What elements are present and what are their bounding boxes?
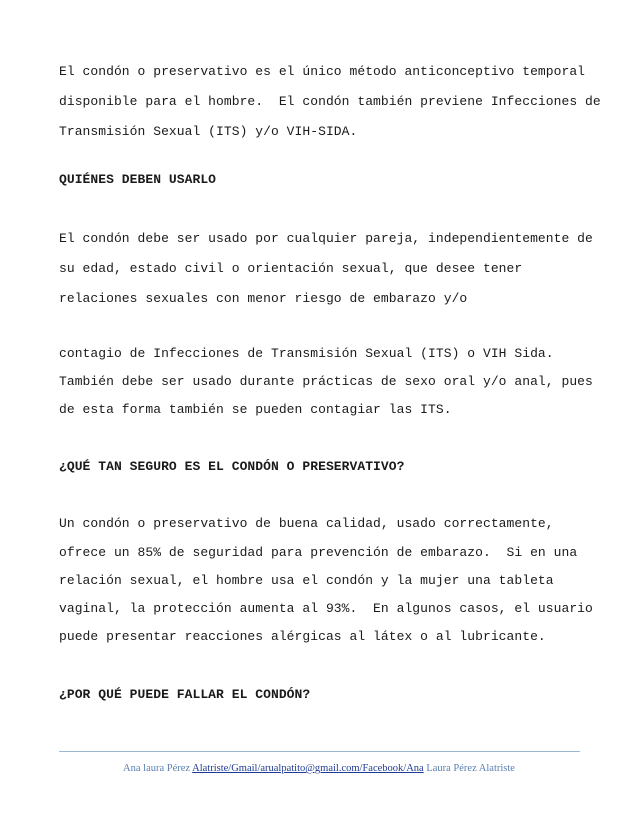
- page-footer: [0, 763, 638, 774]
- paragraph-2-line-2: su edad, estado civil o orientación sexual, que desee tener: [59, 261, 523, 276]
- paragraph-3-line-2: También debe ser usado durante prácticas de sexo oral y/o anal, pues: [59, 374, 593, 389]
- paragraph-2-line-3: relaciones sexuales con menor riesgo de embarazo y/o: [59, 291, 468, 306]
- paragraph-1-line-3: Transmisión Sexual (ITS) y/o VIH-SIDA.: [59, 124, 358, 139]
- paragraph-2-line-1: El condón debe ser usado por cualquier pareja, independientemente de: [59, 231, 593, 246]
- footer-contact-link[interactable]: Alatriste/Gmail/arualpatito@gmail.com/Facebook/Ana: [192, 763, 424, 774]
- footer-divider: [59, 751, 580, 752]
- heading-que-tan-seguro: ¿QUÉ TAN SEGURO ES EL CONDÓN O PRESERVATIVO?: [59, 459, 405, 474]
- paragraph-3-line-1: contagio de Infecciones de Transmisión Sexual (ITS) o VIH Sida.: [59, 346, 554, 361]
- heading-quienes-deben-usarlo: QUIÉNES DEBEN USARLO: [59, 172, 217, 187]
- footer-author-suffix: Laura Pérez Alatriste: [423, 763, 515, 774]
- paragraph-1-line-1: El condón o preservativo es el único método anticonceptivo temporal: [59, 64, 586, 79]
- paragraph-1-line-2: disponible para el hombre. El condón también previene Infecciones de: [59, 94, 601, 109]
- paragraph-4-line-1: Un condón o preservativo de buena calidad, usado correctamente,: [59, 516, 554, 531]
- footer-author-prefix: Ana laura Pérez: [123, 763, 193, 774]
- heading-por-que-puede-fallar: ¿POR QUÉ PUEDE FALLAR EL CONDÓN?: [59, 687, 311, 702]
- paragraph-4-line-4: vaginal, la protección aumenta al 93%. En algunos casos, el usuario: [59, 601, 593, 616]
- paragraph-4-line-2: ofrece un 85% de seguridad para prevención de embarazo. Si en una: [59, 545, 578, 560]
- paragraph-3-line-3: de esta forma también se pueden contagiar las ITS.: [59, 402, 452, 417]
- paragraph-4-line-3: relación sexual, el hombre usa el condón y la mujer una tableta: [59, 573, 554, 588]
- paragraph-4-line-5: puede presentar reacciones alérgicas al látex o al lubricante.: [59, 629, 546, 644]
